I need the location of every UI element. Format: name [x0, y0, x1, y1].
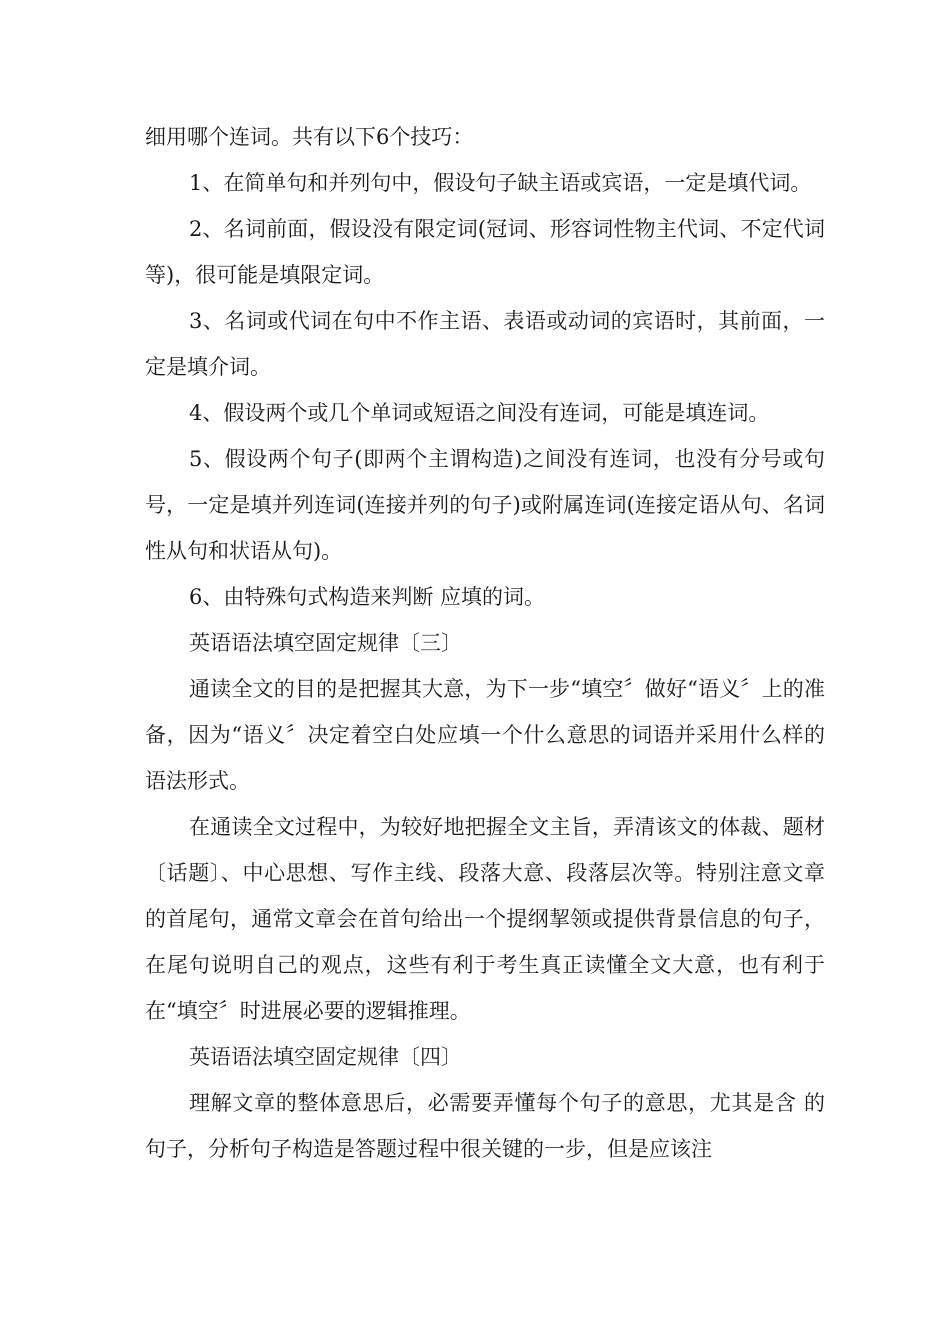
paragraph-tip-5: 5、假设两个句子(即两个主谓构造)之间没有连词，也没有分号或句号，一定是填并列连词(连接并列的句子)或附属连词(连接定语从句、名词性从句和状语从句)。: [145, 447, 825, 563]
paragraph-section-4-a: 理解文章的整体意思后，必需要弄懂每个句子的意思，尤其是含 的句子，分析句子构造是答题过程中很关键的一步，但是应该注: [145, 1091, 825, 1161]
paragraph-section-3-a: 通读全文的目的是把握其大意，为下一步“填空〞做好“语义〞上的准备，因为“语义〞决定着空白处应填一个什么意思的词语并采用什么样的语法形式。: [145, 677, 825, 793]
paragraph-tip-6: 6、由特殊句式构造来判断 应填的词。: [189, 585, 546, 609]
paragraph-tip-3: 3、名词或代词在句中不作主语、表语或动词的宾语时，其前面，一定是填介词。: [145, 309, 825, 379]
section-heading-3: 英语语法填空固定规律〔三〕: [189, 631, 462, 655]
paragraph-section-3-b: 在通读全文过程中，为较好地把握全文主旨，弄清该文的体裁、题材〔话题〕、中心思想、写作主线、段落大意、段落层次等。特别注意文章的首尾句，通常文章会在首句给出一个提纲挈领或提供背景信息的句子，在尾句说明自己的观点，这些有利于考生真正读懂全文大意，也有利于在“填空〞时进展必要的逻辑推理。: [145, 815, 825, 1023]
paragraph-tip-1: 1、在简单句和并列句中，假设句子缺主语或宾语，一定是填代词。: [189, 171, 812, 195]
paragraph-tip-4: 4、假设两个或几个单词或短语之间没有连词，可能是填连词。: [189, 401, 770, 425]
paragraph-intro: 细用哪个连词。共有以下6个技巧：: [145, 125, 474, 149]
section-heading-4: 英语语法填空固定规律〔四〕: [189, 1045, 462, 1069]
paragraph-tip-2: 2、名词前面，假设没有限定词(冠词、形容词性物主代词、不定代词等)，很可能是填限定词。: [145, 217, 825, 287]
document-body: [145, 114, 825, 1172]
